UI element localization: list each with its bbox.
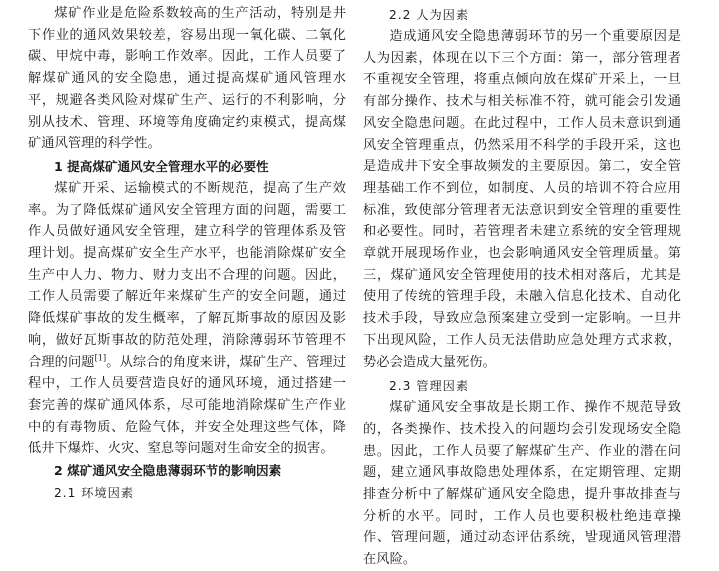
section-2-3-heading: 2.3 管理因素 [389,379,470,394]
intro-paragraph: 煤矿作业是危险系数较高的生产活动，特别是井下作业的通风效果较差，容易出现一氧化碳、二氧化碳、甲烷中毒，影响工作效率。因此，工作人员要了解煤矿通风的安全隐患，通过提高煤矿通风管理水平，规避各类风险对煤矿生产、运行的不利影响，分别从技术、管理、环境等角度确定约束模式，提高煤矿通风管理的科学性。 [28,6,346,152]
section-1-text-before-ref: 煤矿开采、运输模式的不断规范，提高了生产效率。为了降低煤矿通风安全管理方面的问题，需要工作人员做好通风安全管理，建立科学的管理体系及管理计划。提高煤矿安全生产水平，也能消除煤矿安全生产中人力、物力、财力支出不合理的问题。因此，工作人员需要了解近年来煤矿生产的安全问题，通过降低煤矿事故的发生概率，了解瓦斯事故的原因及影响，做好瓦斯事故的防范处理，消除薄弱环节管理不合理的问题 [28,180,346,370]
section-1-paragraph [28,178,346,460]
right-column [363,0,681,571]
section-1-text-after-ref: 。从综合的角度来讲，煤矿生产、管理过程中，工作人员要营造良好的通风环境，通过搭建一套完善的煤矿通风体系，尽可能地消除煤矿生产作业中的有毒物质、危险气体，并安全处理这些气体，降低井下爆炸、火灾、窒息等问题对生命安全的损害。 [28,354,346,457]
section-2-2-heading: 2.2 人为因素 [389,8,470,22]
section-2-3-paragraph: 煤矿通风安全事故是长期工作、操作不规范导致的，各类操作、技术投入的问题均会引发现场安全隐患。因此，工作人员要了解煤矿生产、作业的潜在问题，建立通风事故隐患处理体系，在定期管理、定期排查分析中了解煤矿通风安全隐患，提升事故排查与分析的水平。同时，工作人员也要积极杜绝违章操作、管理问题，通过动态评估系统，발现通风管理潜在风险。 [363,400,681,568]
section-2-1-heading: 2.1 环境因素 [54,486,135,501]
section-2-heading: 2 煤矿通风安全隐患薄弱环节的影响因素 [54,463,282,479]
citation-ref: [1] [94,353,107,363]
left-column [28,0,346,504]
section-1-heading: 1 提高煤矿通风安全管理水平的必要性 [54,158,269,174]
section-2-2-paragraph: 造成通风安全隐患薄弱环节的另一个重要原因是人为因素，体现在以下三个方面：第一，部分管理者不重视安全管理，将重点倾向放在煤矿开采上，一旦有部分操作、技术与相关标准不符，就可能会引发通风安全隐患问题。在此过程中，工作人员未意识到通风安全管理重点，仍然采用不科学的手段开采，这也是造成井下安全事故频发的主要原因。第二，安全管理基础工作不到位，如制度、人员的培训不符合应用标准，致使部分管理者无法意识到安全管理的重要性和必要性。同时，若管理者未建立系统的安全管理规章就开展现场作业，也会影响通风安全管理质量。第三，煤矿通风安全管理使用的技术相对落后，尤其是使用了传统的管理手段，未融入信息化技术、自动化技术手段，导致应急预案建立受到一定影响。一旦井下出现风险，工作人员无法借助应急处理方式求救，势必会造成大量死伤。 [363,29,681,370]
